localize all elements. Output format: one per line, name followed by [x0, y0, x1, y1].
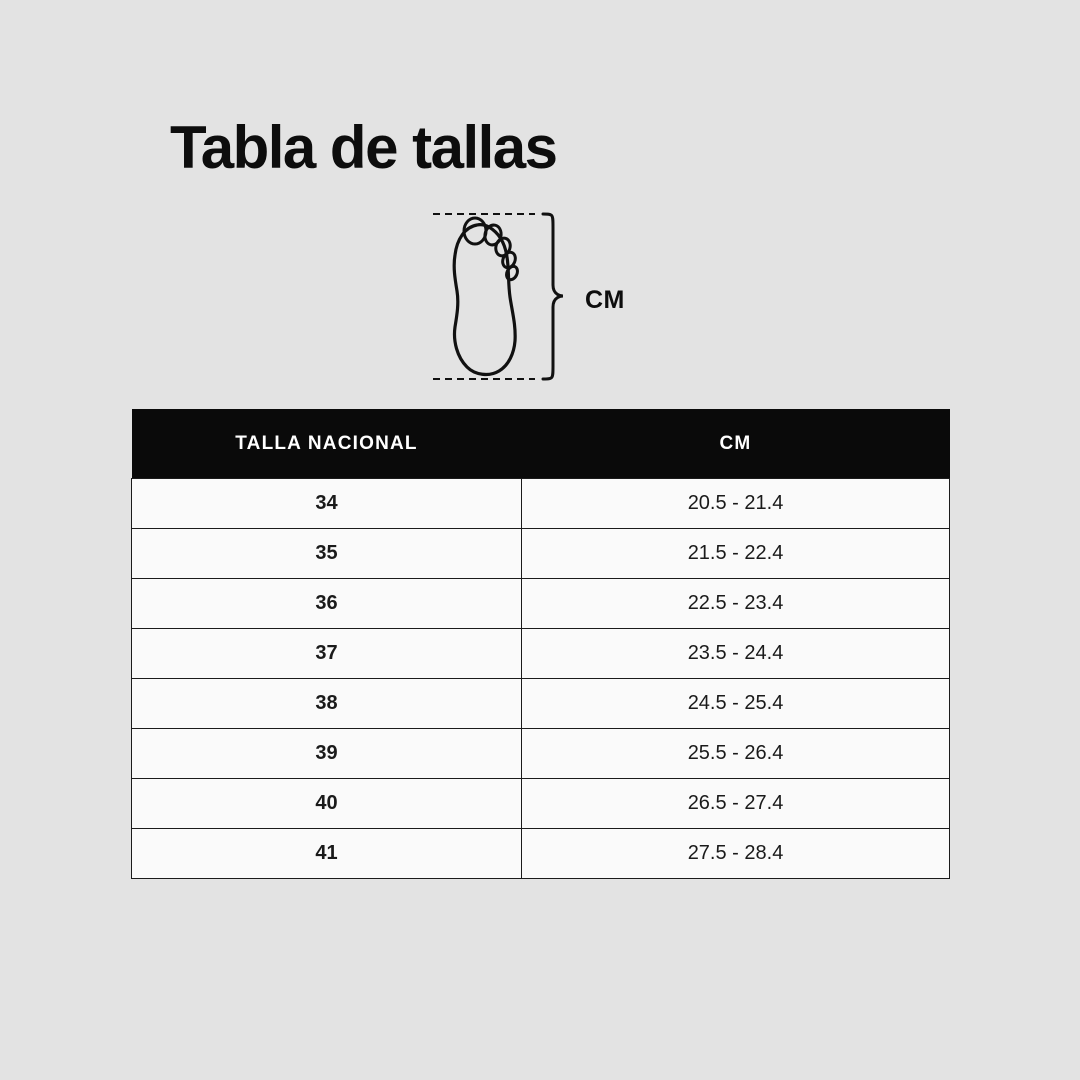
cell-cm: 21.5 - 22.4: [522, 529, 950, 579]
cell-size: 35: [132, 529, 522, 579]
cell-size: 34: [132, 479, 522, 529]
table-row: [132, 829, 950, 879]
cell-cm: 20.5 - 21.4: [522, 479, 950, 529]
cell-size: 37: [132, 629, 522, 679]
table-body: [132, 479, 950, 879]
cell-size: 41: [132, 829, 522, 879]
cell-cm: 22.5 - 23.4: [522, 579, 950, 629]
table-row: [132, 729, 950, 779]
table-row: [132, 629, 950, 679]
foot-measure-diagram: [415, 205, 675, 395]
table-row: [132, 479, 950, 529]
table-row: [132, 679, 950, 729]
table-row: [132, 779, 950, 829]
page-title: Tabla de tallas: [170, 114, 557, 181]
table-row: [132, 529, 950, 579]
cell-size: 40: [132, 779, 522, 829]
size-table-container: [131, 409, 949, 879]
cell-cm: 23.5 - 24.4: [522, 629, 950, 679]
cell-cm: 24.5 - 25.4: [522, 679, 950, 729]
table-row: [132, 579, 950, 629]
column-header-talla-nacional: TALLA NACIONAL: [132, 409, 522, 479]
size-table: [131, 409, 950, 879]
cm-measure-label: CM: [585, 286, 625, 314]
cell-size: 36: [132, 579, 522, 629]
table-header-row: [132, 409, 950, 479]
cell-size: 38: [132, 679, 522, 729]
cell-cm: 25.5 - 26.4: [522, 729, 950, 779]
table-header: [132, 409, 950, 479]
cell-cm: 27.5 - 28.4: [522, 829, 950, 879]
footprint-icon: [415, 205, 675, 395]
column-header-cm: CM: [522, 409, 950, 479]
cell-size: 39: [132, 729, 522, 779]
cell-cm: 26.5 - 27.4: [522, 779, 950, 829]
